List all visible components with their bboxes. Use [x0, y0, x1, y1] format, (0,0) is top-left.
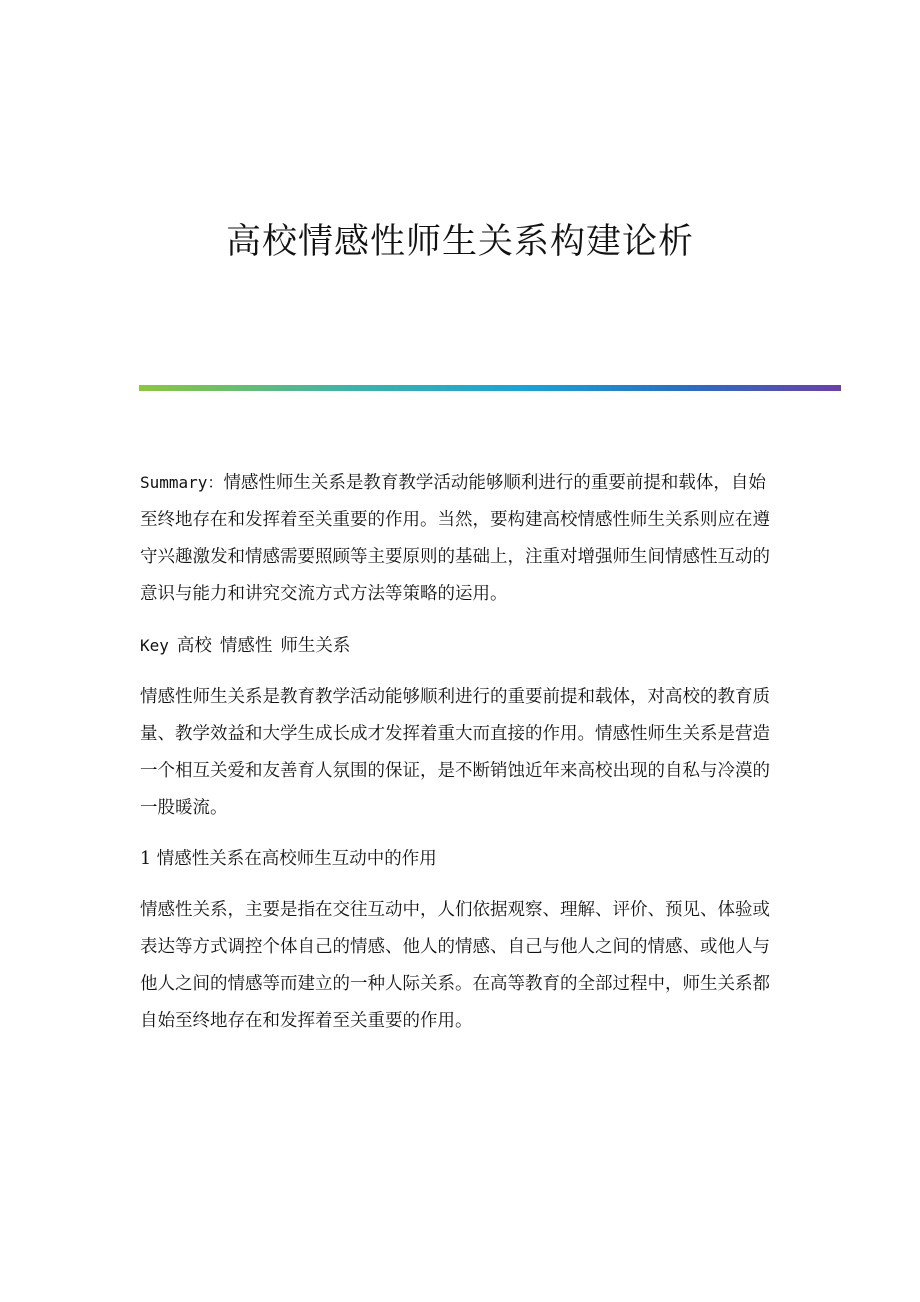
keyword-item: 师生关系	[280, 636, 351, 656]
keyword-item: 情感性	[219, 636, 273, 656]
keyword-item: 高校	[176, 636, 212, 656]
keywords-label: Key	[140, 636, 169, 655]
keywords-line	[140, 627, 780, 665]
section-paragraph: 情感性关系，主要是指在交往互动中，人们依据观察、理解、评价、预见、体验或表达等方式调控个体自己的情感、他人的情感、自己与他人之间的情感、或他人与他人之间的情感等而建立的一种人际关系。在高等教育的全部过程中，师生关系都自始至终地存在和发挥着至关重要的作用。	[140, 900, 770, 1031]
intro-paragraph: 情感性师生关系是教育教学活动能够顺利进行的重要前提和载体，对高校的教育质量、教学效益和大学生成长成才发挥着重大而直接的作用。情感性师生关系是营造一个相互关爱和友善育人氛围的保证，是不断销蚀近年来高校出现的自私与冷漠的一股暖流。	[140, 687, 770, 818]
section-heading: 1 情感性关系在高校师生互动中的作用	[140, 849, 437, 869]
document-title: 高校情感性师生关系构建论析	[225, 222, 694, 262]
title-divider	[139, 385, 841, 391]
summary-text: 情感性师生关系是教育教学活动能够顺利进行的重要前提和载体，自始至终地存在和发挥着至关重要的作用。当然，要构建高校情感性师生关系则应在遵守兴趣激发和情感需要照顾等主要原则的基础上，注重对增强师生间情感性互动的意识与能力和讲究交流方式方法等策略的运用。	[140, 473, 770, 604]
document-body	[140, 464, 780, 1054]
summary-paragraph	[140, 464, 780, 613]
summary-label: Summary：	[140, 473, 224, 492]
